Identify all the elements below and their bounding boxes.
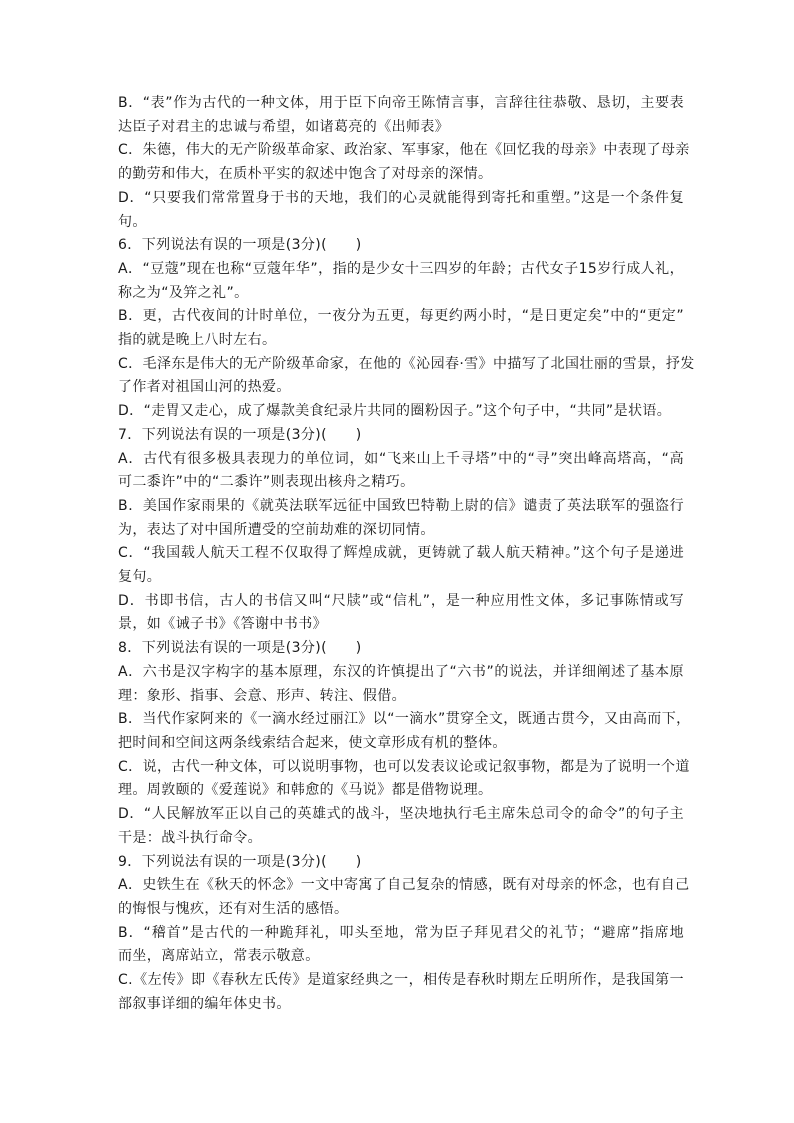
question-7-stem: 7．下列说法有误的一项是(3分)( ) (118, 426, 362, 443)
q7-option-c-line-1: C．“我国载人航天工程不仅取得了辉煌成就，更铸就了载人航天精神。”这个句子是递进 (118, 545, 684, 562)
q9-option-b-line-2: 而坐，离席站立，常表示敬意。 (118, 948, 320, 965)
q8-option-b-line-2: 把时间和空间这两条线索结合起来，使文章形成有机的整体。 (118, 734, 507, 751)
option-b-line-1: B．“表”作为古代的一种文体，用于臣下向帝王陈情言事，言辞往往恭敬、恳切，主要表 (118, 95, 684, 111)
q6-option-b-line-2: 指的就是晚上八时左右。 (118, 332, 277, 349)
q9-option-b-line-1: B．“稽首”是古代的一种跪拜礼，叩头至地，常为臣子拜见君父的礼节；“避席”指席地 (118, 924, 684, 941)
q8-option-b-line-1: B．当代作家阿来的《一滴水经过丽江》以“一滴水”贯穿全文，既通古贯今，又由高而下， (118, 711, 691, 728)
q6-option-a-line-2: 称之为“及笄之礼”。 (118, 284, 249, 301)
q8-option-c-line-2: 理。周敦颐的《爱莲说》和韩愈的《马说》都是借物说理。 (118, 782, 493, 799)
option-b-line-2: 达臣子对君主的忠诚与希望，如诸葛亮的《出师表》 (118, 118, 450, 135)
option-d-line-2: 句。 (118, 213, 147, 230)
option-c-line-2: 的勤劳和伟大，在质朴平实的叙述中饱含了对母亲的深情。 (118, 166, 493, 183)
q7-option-b-line-1: B．美国作家雨果的《就英法联军远征中国致巴特勒上尉的信》谴责了英法联军的强盗行 (118, 497, 684, 514)
q6-option-c-line-1: C．毛泽东是伟大的无产阶级革命家，在他的《沁园春·雪》中描写了北国壮丽的雪景，抒发 (118, 355, 695, 372)
q9-option-a-line-1: A．史铁生在《秋天的怀念》一文中寄寓了自己复杂的情感，既有对母亲的怀念，也有自己 (118, 877, 690, 894)
q7-option-b-line-2: 为，表达了对中国所遭受的空前劫难的深切同情。 (118, 521, 435, 538)
q8-option-a-line-1: A．六书是汉字构字的基本原理，东汉的许慎提出了“六书”的说法，并详细阐述了基本原 (118, 663, 684, 680)
q9-option-c-line-2: 部叙事详细的编年体史书。 (118, 995, 291, 1012)
q6-option-b-line-1: B．更，古代夜间的计时单位，一夜分为五更，每更约两小时，“是日更定矣”中的“更定” (118, 308, 684, 325)
q6-option-d-line-1: D．“走胃又走心，成了爆款美食纪录片共同的圈粉因子。”这个句子中，“共同”是状语。 (118, 403, 672, 420)
q7-option-d-line-2: 景，如《诫子书》《答谢中书书》 (118, 616, 327, 633)
q6-option-c-line-2: 了作者对祖国山河的热爱。 (118, 379, 291, 396)
q7-option-a-line-2: 可二黍许”中的“二黍许”则表现出核舟之精巧。 (118, 474, 415, 491)
q8-option-a-line-2: 理：象形、指事、会意、形声、转注、假借。 (118, 687, 406, 704)
q7-option-a-line-1: A．古代有很多极具表现力的单位词，如“飞来山上千寻塔”中的“寻”突出峰高塔高，“高 (118, 450, 684, 467)
q6-option-a-line-1: A．“豆蔻”现在也称“豆蔻年华”，指的是少女十三四岁的年龄；古代女子15岁行成人礼， (118, 260, 684, 277)
q8-option-d-line-1: D．“人民解放军正以自己的英雄式的战斗，坚决地执行毛主席朱总司令的命令”的句子主 (118, 806, 684, 823)
q8-option-d-line-2: 干是：战斗执行命令。 (118, 829, 262, 846)
q7-option-c-line-2: 复句。 (118, 569, 162, 586)
question-6-stem: 6．下列说法有误的一项是(3分)( ) (118, 237, 362, 254)
q8-option-c-line-1: C．说，古代一种文体，可以说明事物，也可以发表议论或记叙事物，都是为了说明一个道 (118, 758, 690, 775)
document-page (118, 92, 695, 1016)
option-c-line-1: C．朱德，伟大的无产阶级革命家、政治家、军事家，他在《回忆我的母亲》中表现了母亲 (118, 142, 690, 159)
q7-option-d-line-1: D．书即书信，古人的书信又叫“尺牍”或“信札”，是一种应用性文体，多记事陈情或写 (118, 592, 684, 609)
q9-option-c-line-1: C.《左传》即《春秋左氏传》是道家经典之一，相传是春秋时期左丘明所作，是我国第一 (118, 972, 684, 989)
option-d-line-1: D．“只要我们常常置身于书的天地，我们的心灵就能得到寄托和重塑。”这是一个条件复 (118, 189, 684, 206)
q9-option-a-line-2: 的悔恨与愧疚，还有对生活的感悟。 (118, 900, 349, 917)
question-8-stem: 8．下列说法有误的一项是(3分)( ) (118, 640, 362, 657)
question-9-stem: 9．下列说法有误的一项是(3分)( ) (118, 853, 362, 870)
